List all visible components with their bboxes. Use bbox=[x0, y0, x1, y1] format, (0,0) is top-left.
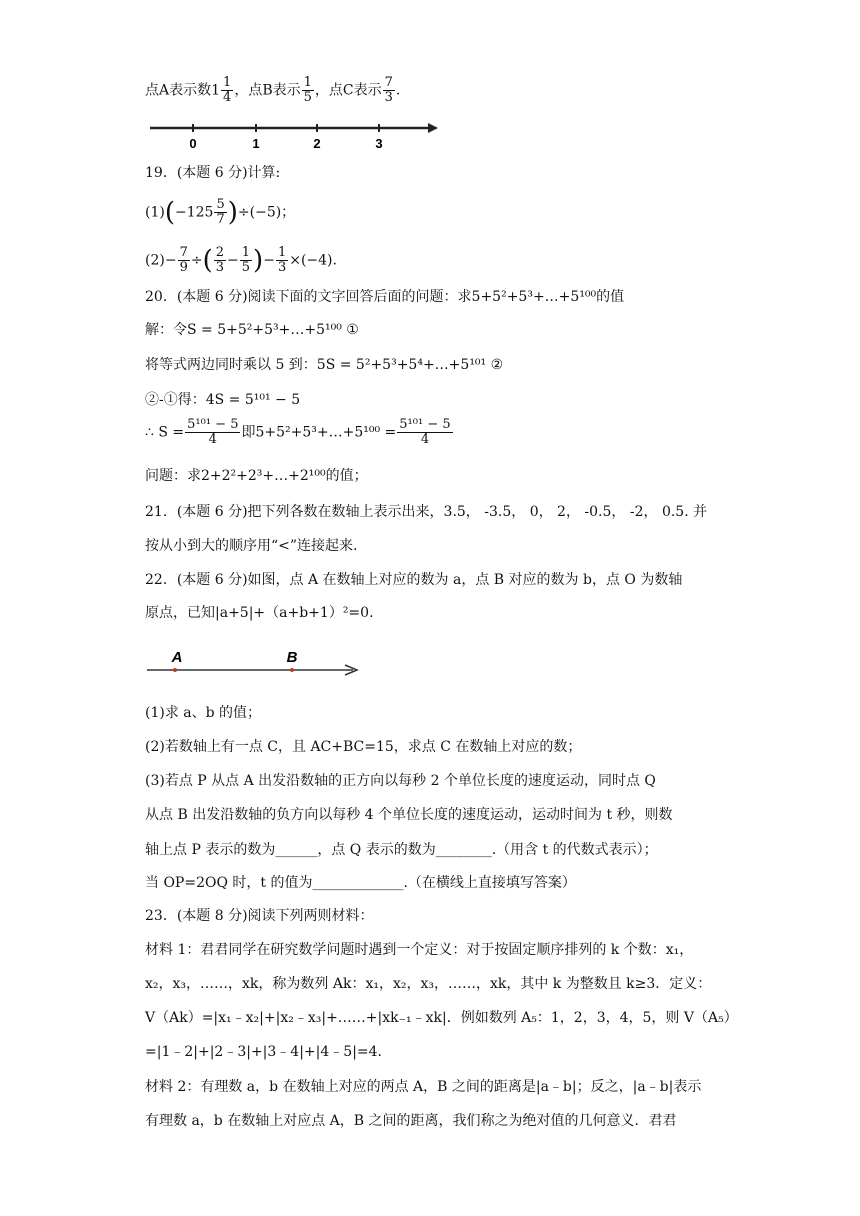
point-b-dot bbox=[290, 668, 294, 672]
q22-part-2: (2)若数轴上有一点 C，且 AC+BC=15，求点 C 在数轴上对应的数； bbox=[145, 739, 582, 755]
q20-question: 问题：求2+2²+2³+…+2¹⁰⁰的值； bbox=[145, 468, 368, 484]
fraction-numerator: 5¹⁰¹ − 5 bbox=[399, 417, 451, 432]
s-equals: ∴ S = bbox=[145, 424, 185, 441]
fraction-denominator: 4 bbox=[420, 432, 430, 447]
mixed-whole: −125 bbox=[175, 204, 214, 221]
q23-material-2a: 材料 2：有理数 a，b 在数轴上对应的两点 A，B 之间的距离是|a﹣b|；反之，|a﹣b|表示 bbox=[145, 1079, 702, 1095]
q18-points-line bbox=[145, 76, 400, 105]
q20-line-4 bbox=[145, 418, 454, 447]
fraction-b bbox=[214, 246, 226, 275]
q23-material-2b: 有理数 a，b 在数轴上对应点 A，B 之间的距离，我们称之为绝对值的几何意义．君君 bbox=[145, 1113, 677, 1129]
minus-sign: − bbox=[227, 252, 239, 269]
q22-line-2: 原点，已知|a+5|+（a+b+1）²=0. bbox=[145, 605, 374, 621]
fraction-numerator: 5 bbox=[216, 197, 225, 212]
q22-part-3b: 从点 B 出发沿数轴的负方向以每秒 4 个单位长度的速度运动，运动时间为 t 秒，则数 bbox=[145, 807, 673, 823]
fraction-numerator: 1 bbox=[303, 75, 312, 90]
part-number: (2) bbox=[145, 252, 165, 269]
sentence-end: . bbox=[395, 82, 401, 99]
q23-heading: 23．(本题 8 分)阅读下列两则材料： bbox=[145, 908, 374, 924]
tick-label-0: 0 bbox=[189, 136, 197, 151]
fraction-denominator: 4 bbox=[208, 432, 217, 447]
fraction-d bbox=[276, 246, 288, 275]
q20-heading: 20．(本题 6 分)阅读下面的文字回答后面的问题：求5+5²+5³+…+5¹⁰⁰的值 bbox=[145, 289, 625, 305]
fraction-numerator: 5¹⁰¹ − 5 bbox=[187, 417, 239, 432]
mixed-fraction bbox=[214, 198, 226, 227]
number-line-figure-2 bbox=[145, 646, 365, 682]
divide-sign: ÷ bbox=[190, 252, 203, 269]
part-number: (1) bbox=[145, 204, 165, 221]
q22-part-3d: 当 OP=2OQ 时，t 的值为_____________.（在横线上直接填写答案） bbox=[145, 875, 576, 891]
expression-tail: ÷(−5)； bbox=[237, 204, 296, 221]
number-line-arrow bbox=[428, 123, 438, 133]
fraction-denominator: 3 bbox=[277, 260, 287, 275]
point-a-whole: 1 bbox=[211, 82, 221, 99]
fraction-denominator: 5 bbox=[241, 260, 251, 275]
fraction-denominator: 9 bbox=[179, 260, 188, 275]
point-c-label: ，点C表示 bbox=[314, 82, 382, 99]
fraction-denominator: 4 bbox=[223, 90, 232, 105]
fraction-numerator: 7 bbox=[384, 75, 393, 90]
q19-heading: 19．(本题 6 分)计算: bbox=[145, 165, 281, 181]
q22-part-1: (1)求 a、b 的值； bbox=[145, 705, 262, 721]
q20-line-2: 将等式两边同时乘以 5 到：5S = 5²+5³+5⁴+…+5¹⁰¹ ② bbox=[145, 357, 504, 373]
q19-part-2 bbox=[145, 246, 337, 275]
q23-material-1d: =|1﹣2|+|2﹣3|+|3﹣4|+|4﹣5|=4． bbox=[145, 1044, 392, 1060]
q22-part-3c: 轴上点 P 表示的数为______，点 Q 表示的数为________.（用含 t 的代数式表示）； bbox=[145, 842, 658, 858]
q22-line-1: 22．(本题 6 分)如图，点 A 在数轴上对应的数为 a，点 B 对应的数为 b，点 O 为数轴 bbox=[145, 572, 683, 588]
point-a-label: A bbox=[171, 649, 183, 666]
minus-sign: − bbox=[263, 252, 275, 269]
point-a-label: 点A表示数 bbox=[145, 82, 212, 99]
expression-tail: ×(−4). bbox=[289, 252, 337, 269]
fraction-numerator: 1 bbox=[223, 75, 232, 90]
fraction-numerator: 1 bbox=[241, 245, 251, 260]
point-a-dot bbox=[173, 668, 177, 672]
tick-label-3: 3 bbox=[375, 136, 383, 151]
minus-sign: − bbox=[164, 252, 177, 269]
left-paren: ( bbox=[164, 197, 175, 228]
point-a-fraction bbox=[221, 76, 233, 105]
fraction-c bbox=[240, 246, 252, 275]
sum-equals: 即5+5²+5³+…+5¹⁰⁰ = bbox=[241, 424, 397, 441]
fraction-denominator: 7 bbox=[216, 212, 225, 227]
right-paren: ) bbox=[227, 197, 238, 228]
tick-label-1: 1 bbox=[252, 136, 260, 151]
fraction-numerator: 1 bbox=[277, 245, 287, 260]
fraction-a bbox=[178, 246, 190, 275]
q21-line-1: 21．(本题 6 分)把下列各数在数轴上表示出来，3.5， -3.5， 0， 2， -0.5， -2， 0.5. 并 bbox=[145, 504, 708, 520]
fraction-numerator: 2 bbox=[215, 245, 225, 260]
result-fraction bbox=[185, 418, 240, 447]
result-fraction-2 bbox=[397, 418, 452, 447]
point-b-fraction bbox=[302, 76, 314, 105]
point-b-label: ，点B表示 bbox=[234, 82, 301, 99]
tick-label-2: 2 bbox=[313, 136, 321, 151]
point-c-fraction bbox=[383, 76, 395, 105]
q23-material-1c: V（Ak）=|x₁﹣x₂|+|x₂﹣x₃|+……+|xk₋₁﹣xk|．例如数列 A₅：1，2，3，4，5，则 V（A₅） bbox=[145, 1010, 738, 1026]
q21-line-2: 按从小到大的顺序用“<”连接起来. bbox=[145, 538, 358, 554]
q23-material-1a: 材料 1：君君同学在研究数学问题时遇到一个定义：对于按固定顺序排列的 k 个数：x₁， bbox=[145, 942, 694, 958]
fraction-denominator: 3 bbox=[215, 260, 225, 275]
fraction-denominator: 3 bbox=[384, 90, 393, 105]
q19-part-1 bbox=[145, 198, 295, 227]
q20-line-3: ②-①得：4S = 5¹⁰¹ − 5 bbox=[145, 392, 301, 408]
q22-part-3a: (3)若点 P 从点 A 出发沿数轴的正方向以每秒 2 个单位长度的速度运动，同时点 Q bbox=[145, 773, 656, 789]
number-line-figure-1 bbox=[148, 118, 440, 152]
fraction-denominator: 5 bbox=[303, 90, 312, 105]
left-paren: ( bbox=[202, 245, 213, 276]
fraction-numerator: 7 bbox=[179, 245, 188, 260]
right-paren: ) bbox=[253, 245, 264, 276]
point-b-label: B bbox=[286, 649, 298, 666]
q20-line-1: 解：令S = 5+5²+5³+…+5¹⁰⁰ ① bbox=[145, 322, 359, 338]
q23-material-1b: x₂，x₃，……，xk，称为数列 Ak：x₁，x₂，x₃，……，xk，其中 k 为整数且 k≥3．定义： bbox=[145, 976, 712, 992]
